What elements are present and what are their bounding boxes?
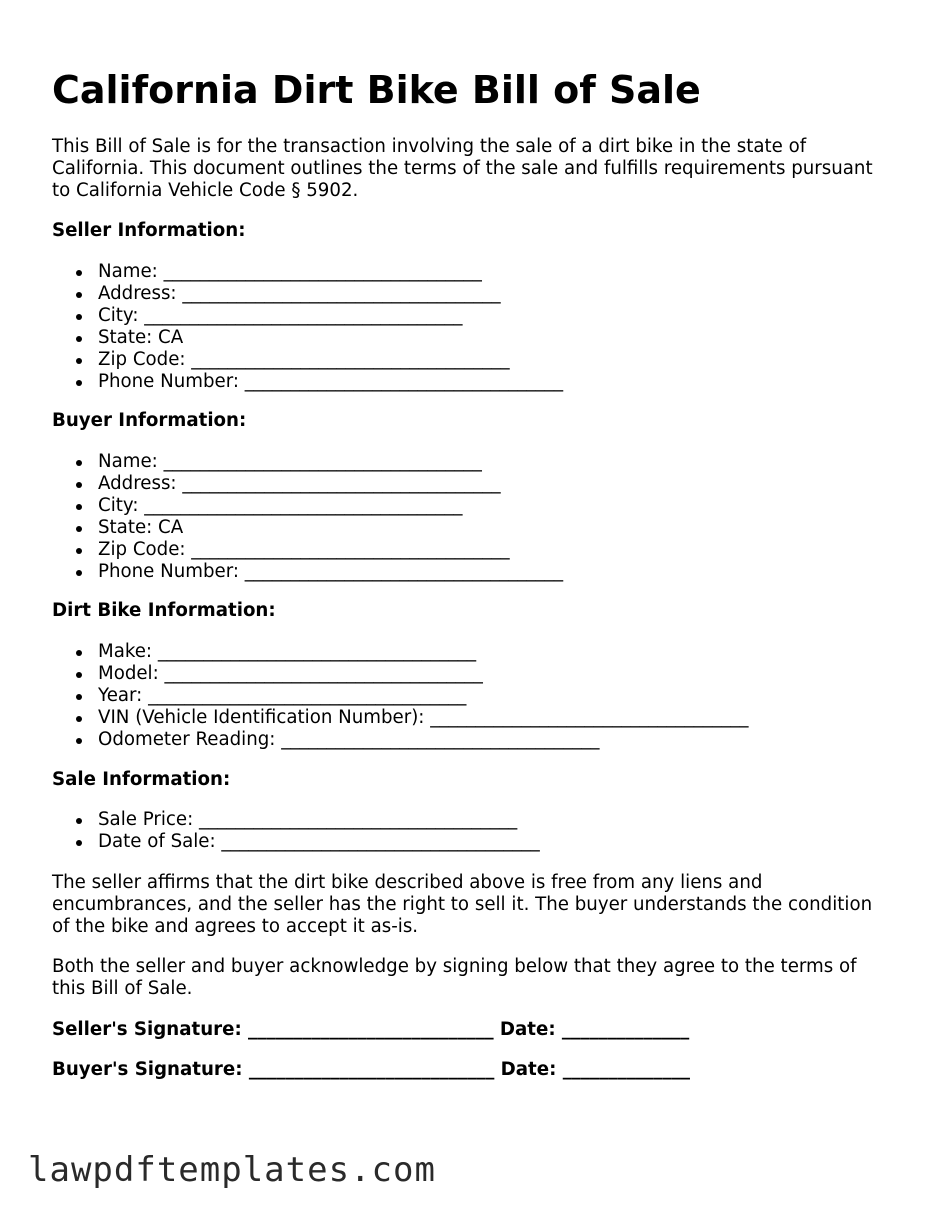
seller-address-field[interactable]: Address: ___________________________________ xyxy=(52,283,563,305)
affirmation-paragraph: The seller affirms that the dirt bike described above is free from any liens and encumbrances, and the seller has the right to sell it. The buyer understands the condition of the bike and agrees to accept it as-is. xyxy=(52,872,873,937)
seller-signature-line[interactable]: Seller's Signature: ___________________________ Date: ______________ xyxy=(52,1019,690,1040)
buyer-zip-field[interactable]: Zip Code: ___________________________________ xyxy=(52,539,563,561)
bike-year-field[interactable]: Year: ___________________________________ xyxy=(52,685,749,707)
buyer-phone-field[interactable]: Phone Number: ___________________________________ xyxy=(52,561,563,583)
sale-price-field[interactable]: Sale Price: ___________________________________ xyxy=(52,809,540,831)
buyer-fields-list xyxy=(52,451,563,583)
buyer-state-field: State: CA xyxy=(52,517,563,539)
sale-date-field[interactable]: Date of Sale: ___________________________________ xyxy=(52,831,540,853)
seller-state-field: State: CA xyxy=(52,327,563,349)
seller-fields-list xyxy=(52,261,563,393)
buyer-section-heading: Buyer Information: xyxy=(52,410,247,431)
buyer-city-field[interactable]: City: ___________________________________ xyxy=(52,495,563,517)
acknowledgement-paragraph: Both the seller and buyer acknowledge by signing below that they agree to the terms of this Bill of Sale. xyxy=(52,956,857,999)
bike-fields-list xyxy=(52,641,749,751)
seller-name-field[interactable]: Name: ___________________________________ xyxy=(52,261,563,283)
document-title: California Dirt Bike Bill of Sale xyxy=(52,68,701,112)
seller-city-field[interactable]: City: ___________________________________ xyxy=(52,305,563,327)
bike-make-field[interactable]: Make: ___________________________________ xyxy=(52,641,749,663)
bike-odometer-field[interactable]: Odometer Reading: ___________________________________ xyxy=(52,729,749,751)
buyer-signature-line[interactable]: Buyer's Signature: ___________________________ Date: ______________ xyxy=(52,1059,691,1080)
seller-section-heading: Seller Information: xyxy=(52,220,246,241)
seller-phone-field[interactable]: Phone Number: ___________________________________ xyxy=(52,371,563,393)
site-watermark: lawpdftemplates.com xyxy=(28,1150,436,1190)
buyer-address-field[interactable]: Address: ___________________________________ xyxy=(52,473,563,495)
intro-paragraph: This Bill of Sale is for the transaction involving the sale of a dirt bike in the state of California. This document outlines the terms of the sale and fulfills requirements pursuant to California Vehicle Code § 5902. xyxy=(52,136,873,201)
sale-fields-list xyxy=(52,809,540,853)
bike-section-heading: Dirt Bike Information: xyxy=(52,600,276,621)
bike-model-field[interactable]: Model: ___________________________________ xyxy=(52,663,749,685)
seller-zip-field[interactable]: Zip Code: ___________________________________ xyxy=(52,349,563,371)
buyer-name-field[interactable]: Name: ___________________________________ xyxy=(52,451,563,473)
bike-vin-field[interactable]: VIN (Vehicle Identification Number): ___________________________________ xyxy=(52,707,749,729)
sale-section-heading: Sale Information: xyxy=(52,769,231,790)
